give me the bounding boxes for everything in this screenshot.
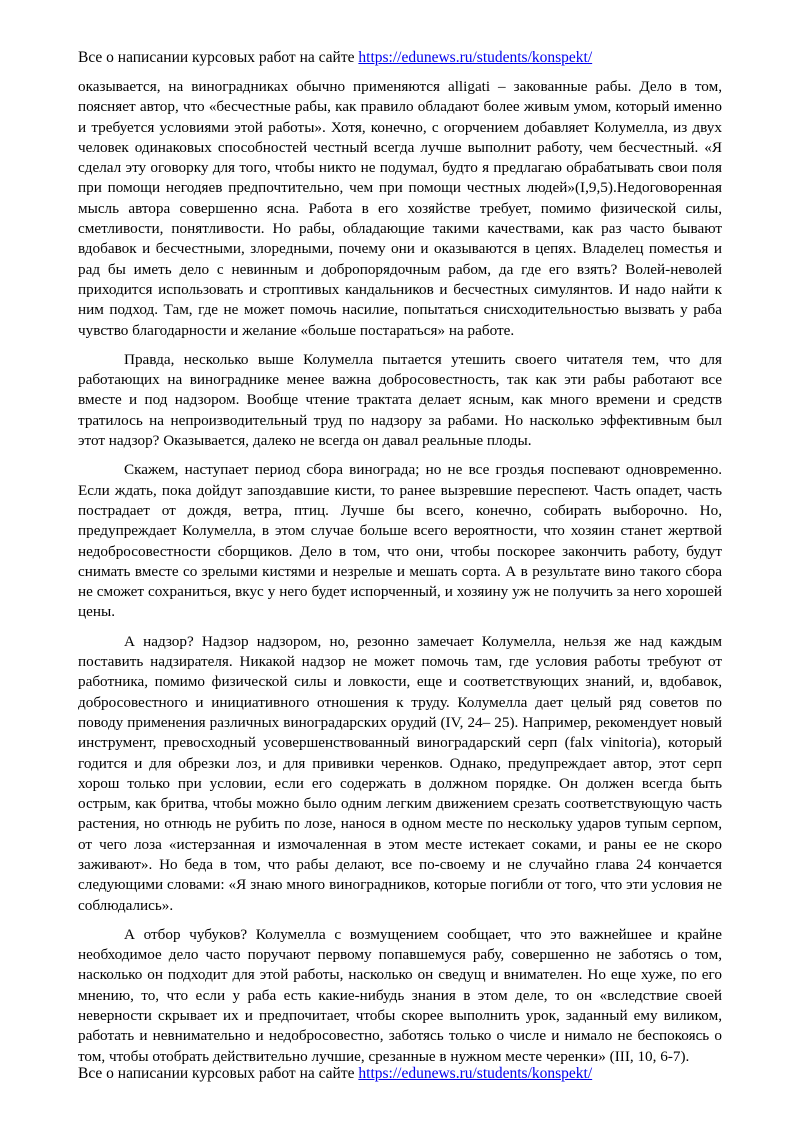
header-text: Все о написании курсовых работ на сайте: [78, 49, 359, 66]
paragraph: Скажем, наступает период сбора винограда; но не все гроздья поспевают одновременно. Если ждать, пока дойдут запоздавшие кисти, то ранее вызревшие переспеют. Часть опадет, часть пострадает от дождя, ветра, птиц. Лучше бы всего, конечно, собирать выборочно. Но, предупреждает Колумелла, в этом случае больше всего вероятности, что хозяин станет жертвой недобросовестности сборщиков. Дело в том, что они, чтобы поскорее закончить работу, будут снимать вместе со зрелыми кистями и незрелые и мешать сорта. А в результате вино такого сбора не сможет сохраниться, вкус у него будет испорченный, и хозяину уж не получить за него хорошей цены.: [78, 461, 722, 621]
paragraph-continuation: оказывается, на виноградниках обычно применяются alligati – закованные рабы. Дело в том, поясняет автор, что «бесчестные рабы, как правило обладают более живым умом, который именно и требуется условиями этой работы». Хотя, конечно, с огорчением добавляет Колумелла, из двух человек одинаковых способностей честный всегда лучше выполнит работу, чем бесчестный. «Я сделал эту оговорку для того, чтобы никто не подумал, будто я предлагаю обрабатывать свои поля при помощи негодяев предпочтительно, чем при помощи честных людей»(I,9,5).Недоговоренная мысль автора совершенно ясна. Работа в его хозяйстве требует, помимо физической силы, сметливости, понятливости. Но рабы, обладающие такими качествами, как раз часто бывают вдобавок и бесчестными, злоредными, почему они и оказываются в цепях. Владелец поместья и рад бы иметь дело с невинным и добропорядочным рабом, да где его взять? Волей-неволей приходится использовать и строптивых кандальников и бесчестных симулянтов. И надо найти к ним подход. Там, где не может помочь насилие, попытаться снисходительностью вызвать у раба чувство благодарности и желание «больше постараться» на работе.: [78, 78, 722, 339]
paragraph: А отбор чубуков? Колумелла с возмущением сообщает, что это важнейшее и крайне необходимое дело часто поручают первому попавшемуся рабу, совершенно не заботясь о том, насколько он подходит для этой работы, насколько он сведущ и внимателен. Но еще хуже, по его мнению, то, что если у раба есть какие-нибудь знания в этом деле, то он «вследствие своей неверности скрывает их и предпочитает, чтобы скорее выполнить урок, заданный ему виликом, работать и невнимательно и недобросовестно, заботясь только о числе и нимало не беспокоясь о том, чтобы отобрать действительно лучшие, срезанные в нужном месте черенки» (III, 10, 6-7).: [78, 925, 722, 1065]
footer-text: Все о написании курсовых работ на сайте: [78, 1065, 359, 1082]
footer-link[interactable]: https://edunews.ru/students/konspekt/: [358, 1065, 593, 1082]
header-link[interactable]: https://edunews.ru/students/konspekt/: [358, 49, 593, 66]
paragraph: Правда, несколько выше Колумелла пытается утешить своего читателя тем, что для работающих на винограднике менее важна добросовестность, так как эти рабы работают все вместе и под надзором. Вообще чтение трактата делает ясным, как много времени и средств тратилось на непроизводительный труд по надзору за рабами. Но насколько эффективным был этот надзор? Оказывается, далеко не всегда он давал реальные плоды.: [78, 350, 722, 450]
body-text: [78, 77, 722, 1076]
page-footer: [78, 1064, 738, 1084]
paragraph: А надзор? Надзор надзором, но, резонно замечает Колумелла, нельзя же над каждым поставить надзирателя. Никакой надзор не может помочь там, где условия работы требуют от работника, помимо физической силы и ловкости, еще и соответствующих знаний, и, вдобавок, добросовестного и инициативного отношения к труду. Колумелла дает целый ряд советов по поводу применения различных виноградарских орудий (IV, 24– 25). Например, рекомендует новый инструмент, превосходный усовершенствованный виноградарский серп (falx vinitoria), который годится и для обрезки лоз, и для прививки черенков. Однако, предупреждает автор, этот серп хорош только при условии, если его содержать в должном порядке. Он должен всегда быть острым, как бритва, чтобы можно было одним легким движением срезать соответствующую часть растения, но отнюдь не рубить по лозе, нанося в одном месте по нескольку ударов тупым серпом, от чего лоза «истерзанная и измочаленная в этом месте истекает соками, и раны ее не скоро заживают». Но беда в том, что рабы делают, все по-своему и не случайно глава 24 кончается следующими словами: «Я знаю много виноградников, которые погибли от того, что эти условия не соблюдались».: [78, 632, 722, 914]
page-header: [78, 48, 738, 68]
